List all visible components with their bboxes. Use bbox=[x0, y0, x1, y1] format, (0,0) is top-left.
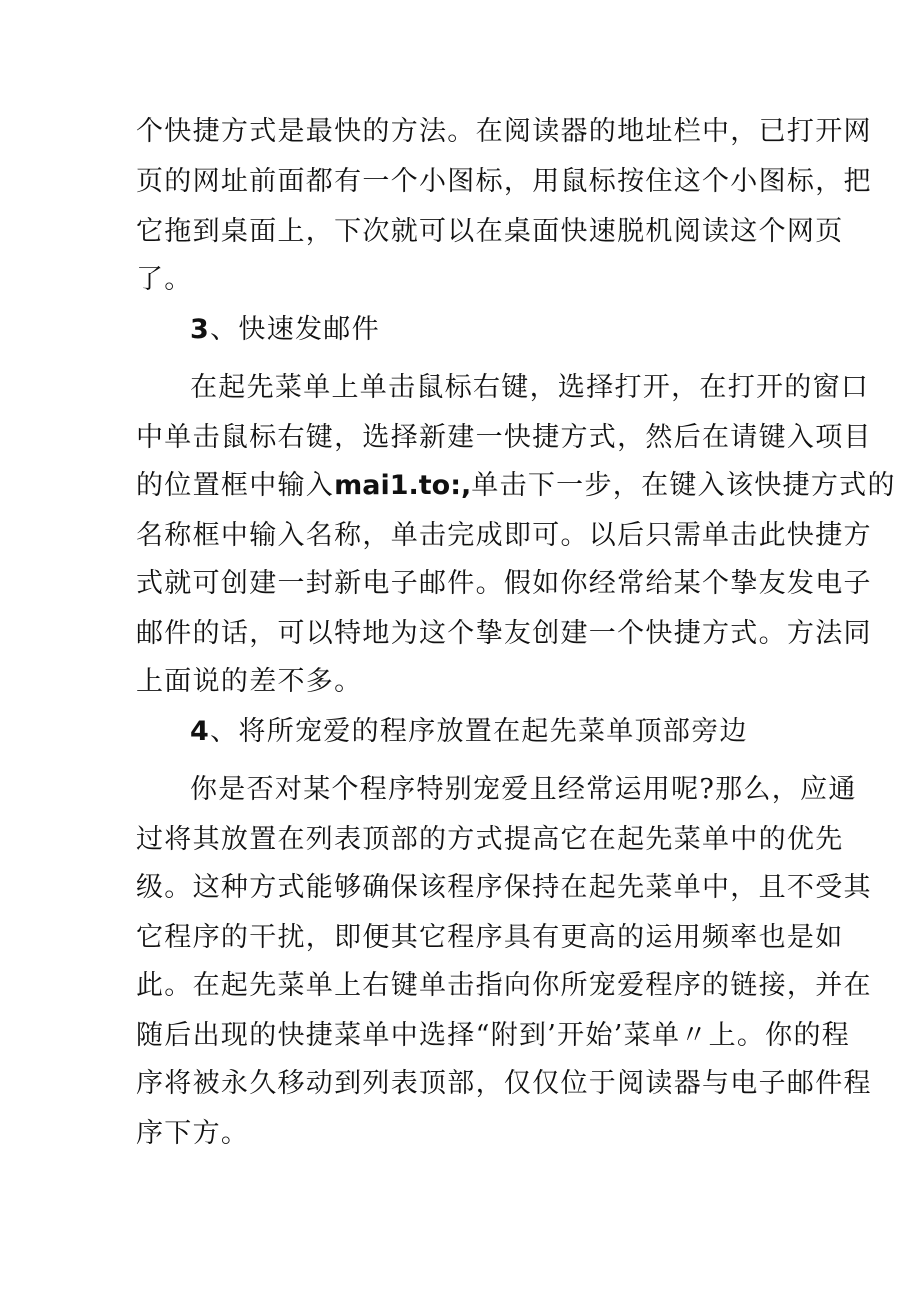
paragraph-2-line-3-before: 的位置框中输入 bbox=[136, 470, 335, 501]
paragraph-2-line-3 bbox=[136, 468, 896, 504]
paragraph-2-line-2: 中单击鼠标右键，选择新建一快捷方式，然后在请键入项目 bbox=[136, 422, 872, 453]
paragraph-3-line-3: 级。这种方式能够确保该程序保持在起先菜单中，且不受其 bbox=[136, 872, 872, 903]
section-heading-3 bbox=[190, 312, 380, 348]
paragraph-2-line-1: 在起先菜单上单击鼠标右键，选择打开，在打开的窗口 bbox=[190, 372, 870, 403]
paragraph-2-line-3-after: 单击下一步，在键入该快捷方式的 bbox=[471, 470, 896, 501]
paragraph-1-line-4: 了。 bbox=[136, 264, 193, 295]
paragraph-1-line-2: 页的网址前面都有一个小图标，用鼠标按住这个小图标，把 bbox=[136, 166, 872, 197]
paragraph-3-line-2: 过将其放置在列表顶部的方式提高它在起先菜单中的优先 bbox=[136, 824, 844, 855]
paragraph-3-line-5: 此。在起先菜单上右键单击指向你所宠爱程序的链接，并在 bbox=[136, 970, 872, 1001]
paragraph-3-line-6: 随后出现的快捷菜单中选择“附到’开始’菜单〃上。你的程 bbox=[136, 1020, 851, 1051]
paragraph-2-line-7: 上面说的差不多。 bbox=[136, 666, 363, 697]
paragraph-3-line-7: 序将被永久移动到列表顶部，仅仅位于阅读器与电子邮件程 bbox=[136, 1068, 872, 1099]
heading-4-title: 、将所宠爱的程序放置在起先菜单顶部旁边 bbox=[210, 716, 748, 747]
paragraph-2-line-5: 式就可创建一封新电子邮件。假如你经常给某个挚友发电子 bbox=[136, 568, 872, 599]
heading-4-number: 4 bbox=[190, 716, 211, 747]
paragraph-2-line-6: 邮件的话，可以特地为这个挚友创建一个快捷方式。方法同 bbox=[136, 618, 872, 649]
paragraph-1-line-1: 个快捷方式是最快的方法。在阅读器的地址栏中，已打开网 bbox=[136, 116, 872, 147]
section-heading-4 bbox=[190, 714, 748, 750]
paragraph-2-line-4: 名称框中输入名称，单击完成即可。以后只需单击此快捷方 bbox=[136, 520, 872, 551]
mailto-code: mai1.to:, bbox=[334, 470, 472, 501]
paragraph-3-line-4: 它程序的干扰，即便其它程序具有更高的运用频率也是如 bbox=[136, 922, 844, 953]
paragraph-3-line-8: 序下方。 bbox=[136, 1118, 250, 1149]
heading-3-number: 3 bbox=[190, 314, 211, 345]
paragraph-1-line-3: 它拖到桌面上，下次就可以在桌面快速脱机阅读这个网页 bbox=[136, 216, 844, 247]
paragraph-3-line-1: 你是否对某个程序特别宠爱且经常运用呢?那么，应通 bbox=[190, 774, 857, 805]
heading-3-title: 、快速发邮件 bbox=[210, 314, 380, 345]
